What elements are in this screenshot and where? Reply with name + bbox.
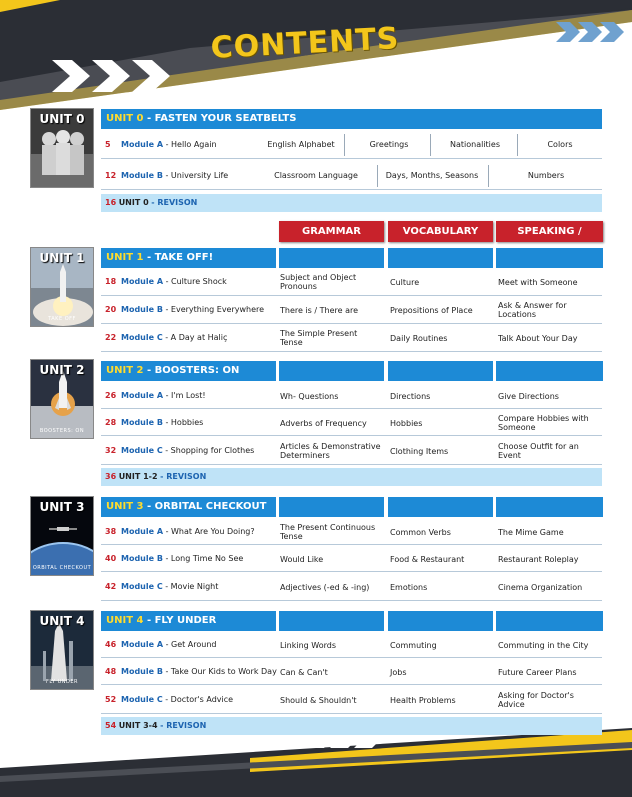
- vocabulary-cell: Jobs: [390, 667, 407, 677]
- unit-1-row-b: [101, 296, 601, 324]
- vocabulary-cell: Clothing Items: [390, 446, 449, 456]
- unit-4-row-c: [101, 686, 601, 714]
- unit-2-number: UNIT 2: [106, 365, 144, 376]
- speaking-cell: Give Directions: [498, 391, 559, 401]
- unit-2-image: [30, 359, 94, 439]
- module-link[interactable]: Module A - What Are You Doing?: [121, 527, 255, 536]
- bar-cell: [388, 248, 493, 268]
- unit-4-title: - FLY UNDER: [146, 615, 217, 626]
- divider: [488, 165, 489, 187]
- grammar-cell: There is / There are: [280, 305, 359, 315]
- unit-3-number: UNIT 3: [106, 501, 144, 512]
- module-link[interactable]: Module C - Movie Night: [121, 582, 219, 591]
- grammar-cell: Wh- Questions: [280, 391, 339, 401]
- page-number: 52: [105, 695, 117, 704]
- speaking-cell: Cinema Organization: [498, 582, 583, 592]
- bar-cell: [496, 248, 603, 268]
- page-number: 22: [105, 333, 117, 342]
- footer-banner: [0, 728, 632, 797]
- unit-3-row-c: [101, 573, 601, 601]
- page-number: 32: [105, 446, 117, 455]
- speaking-cell: The Mime Game: [498, 527, 564, 537]
- unit-4-row-a: [101, 631, 601, 659]
- page-number: 5: [105, 140, 111, 149]
- vocabulary-header: VOCABULARY: [388, 221, 493, 242]
- bar-cell: [279, 611, 384, 631]
- vocabulary-cell: Prepositions of Place: [390, 305, 473, 315]
- grammar-header: GRAMMAR: [279, 221, 384, 242]
- grammar-cell: Adjectives (-ed & -ing): [280, 582, 370, 592]
- unit-1-number: UNIT 1: [106, 252, 144, 263]
- unit-1-row-c: [101, 324, 601, 352]
- unit-0-image-label: UNIT 0: [39, 112, 85, 126]
- module-link[interactable]: Module C - A Day at Haliç: [121, 333, 228, 342]
- unit-3-title-bar: [101, 497, 276, 517]
- bar-cell: [279, 248, 384, 268]
- unit-2-title: - BOOSTERS: ON: [146, 365, 240, 376]
- module-link[interactable]: Module B - Long Time No See: [121, 554, 244, 563]
- module-link[interactable]: Module A - Culture Shock: [121, 277, 227, 286]
- unit-0-title: - FASTEN YOUR SEATBELTS: [146, 113, 297, 124]
- speaking-cell: Future Career Plans: [498, 667, 577, 677]
- vocab-classroom-language: Classroom Language: [274, 171, 358, 180]
- unit-4-image-label: UNIT 4: [39, 614, 85, 628]
- unit-4-number: UNIT 4: [106, 615, 144, 626]
- vocabulary-cell: Common Verbs: [390, 527, 451, 537]
- module-link[interactable]: Module B - Everything Everywhere: [121, 305, 265, 314]
- bar-cell: [279, 497, 384, 517]
- row-underline: [101, 571, 602, 572]
- vocab-greetings: Greetings: [369, 140, 409, 149]
- grammar-cell: The Simple Present Tense: [280, 329, 358, 347]
- row-underline: [101, 684, 602, 685]
- unit-4-row-b: [101, 658, 601, 686]
- page-number: 20: [105, 305, 117, 314]
- speaking-cell: Asking for Doctor's Advice: [498, 691, 574, 709]
- row-underline: [101, 158, 602, 159]
- speaking-cell: Commuting in the City: [498, 640, 589, 650]
- row-underline: [101, 189, 602, 190]
- bar-cell: [496, 361, 603, 381]
- page-title: CONTENTS: [209, 21, 401, 66]
- grammar-cell: Articles & Demonstrative Determiners: [280, 442, 381, 460]
- vocab-nationalities: Nationalities: [449, 140, 500, 149]
- bar-cell: [496, 497, 603, 517]
- module-link[interactable]: Module C - Doctor's Advice: [121, 695, 234, 704]
- module-link[interactable]: Module A - Get Around: [121, 640, 217, 649]
- page-number: 42: [105, 582, 117, 591]
- row-underline: [101, 464, 602, 465]
- row-underline: [101, 351, 602, 352]
- unit-3-4-review[interactable]: 54 UNIT 3-4 - REVISON: [101, 717, 602, 735]
- grammar-cell: Would Like: [280, 554, 324, 564]
- vocab-days-months-seasons: Days, Months, Seasons: [385, 171, 479, 180]
- grammar-cell: Should & Shouldn't: [280, 695, 357, 705]
- speaking-cell: Ask & Answer for Locations: [498, 301, 567, 319]
- module-link[interactable]: Module A - Hello Again: [121, 140, 217, 149]
- bar-cell: [388, 611, 493, 631]
- unit-4-title-bar: [101, 611, 276, 631]
- unit-2-image-subtitle: BOOSTERS: ON: [39, 428, 85, 434]
- divider: [430, 134, 431, 156]
- unit-1-2-review[interactable]: 36 UNIT 1-2 - REVISON: [101, 468, 602, 486]
- vocab-english-alphabet: English Alphabet: [267, 140, 335, 149]
- unit-3-image-subtitle: ORBITAL CHECKOUT: [32, 565, 92, 571]
- speaking-cell: Restaurant Roleplay: [498, 554, 579, 564]
- unit-2-row-a: [101, 382, 601, 410]
- unit-1-title: - TAKE OFF!: [146, 252, 214, 263]
- grammar-cell: Subject and Object Pronouns: [280, 273, 357, 291]
- row-underline: [101, 600, 602, 601]
- unit-2-image-label: UNIT 2: [39, 363, 85, 377]
- unit-2-row-b: [101, 409, 601, 437]
- page-number: 48: [105, 667, 117, 676]
- unit-1-image: [30, 247, 94, 327]
- unit-1-image-subtitle: TAKE OFF: [48, 316, 76, 322]
- page-number: 28: [105, 418, 117, 427]
- speaking-cell: Compare Hobbies with Someone: [498, 414, 589, 432]
- vocabulary-cell: Hobbies: [390, 418, 423, 428]
- unit-0-review[interactable]: 16 UNIT 0 - REVISON: [101, 194, 602, 212]
- module-link[interactable]: Module A - I'm Lost!: [121, 391, 206, 400]
- unit-3-row-b: [101, 545, 601, 573]
- row-underline: [101, 435, 602, 436]
- vocabulary-cell: Daily Routines: [390, 333, 448, 343]
- unit-3-title: - ORBITAL CHECKOUT: [146, 501, 267, 512]
- vocabulary-cell: Culture: [390, 277, 420, 287]
- unit-0-number: UNIT 0: [106, 113, 144, 124]
- vocabulary-cell: Commuting: [390, 640, 437, 650]
- module-link[interactable]: Module B - Hobbies: [121, 418, 204, 427]
- vocab-numbers: Numbers: [527, 171, 565, 180]
- speaking-cell: Meet with Someone: [498, 277, 578, 287]
- row-underline: [101, 713, 602, 714]
- bar-cell: [388, 361, 493, 381]
- unit-2-title-bar: [101, 361, 276, 381]
- vocabulary-cell: Emotions: [390, 582, 428, 592]
- grammar-cell: Linking Words: [280, 640, 337, 650]
- vocabulary-cell: Food & Restaurant: [390, 554, 465, 564]
- bar-cell: [279, 361, 384, 381]
- module-link[interactable]: Module C - Shopping for Clothes: [121, 446, 255, 455]
- divider: [377, 165, 378, 187]
- bar-cell: [496, 611, 603, 631]
- unit-3-image: [30, 496, 94, 576]
- vocabulary-cell: Health Problems: [390, 695, 456, 705]
- speaking-cell: Talk About Your Day: [498, 333, 578, 343]
- unit-1-row-a: [101, 268, 601, 296]
- unit-4-image-subtitle: FLY UNDER: [45, 679, 79, 685]
- speaking-writing-header: SPEAKING /: [496, 221, 603, 242]
- bar-cell: [388, 497, 493, 517]
- grammar-cell: The Present Continuous Tense: [280, 523, 376, 541]
- page-number: 40: [105, 554, 117, 563]
- vocab-colors: Colors: [547, 140, 573, 149]
- grammar-cell: Can & Can't: [280, 667, 328, 677]
- unit-2-row-c: [101, 437, 601, 465]
- module-link[interactable]: Module B - Take Our Kids to Work Day: [121, 667, 277, 676]
- divider: [344, 134, 345, 156]
- speaking-cell: Choose Outfit for an Event: [498, 442, 579, 460]
- unit-1-image-label: UNIT 1: [39, 251, 85, 265]
- page-number: 12: [105, 171, 117, 180]
- unit-3-image-label: UNIT 3: [39, 500, 85, 514]
- unit-0-image: [30, 108, 94, 188]
- page-number: 26: [105, 391, 117, 400]
- unit-3-row-a: [101, 518, 601, 546]
- page-number: 46: [105, 640, 117, 649]
- unit-0-title-bar: [101, 109, 602, 129]
- module-link[interactable]: Module B - University Life: [121, 171, 229, 180]
- page-number: 38: [105, 527, 117, 536]
- vocabulary-cell: Directions: [390, 391, 431, 401]
- grammar-cell: Adverbs of Frequency: [280, 418, 367, 428]
- unit-1-title-bar: [101, 248, 276, 268]
- page-number: 18: [105, 277, 117, 286]
- unit-4-image: [30, 610, 94, 690]
